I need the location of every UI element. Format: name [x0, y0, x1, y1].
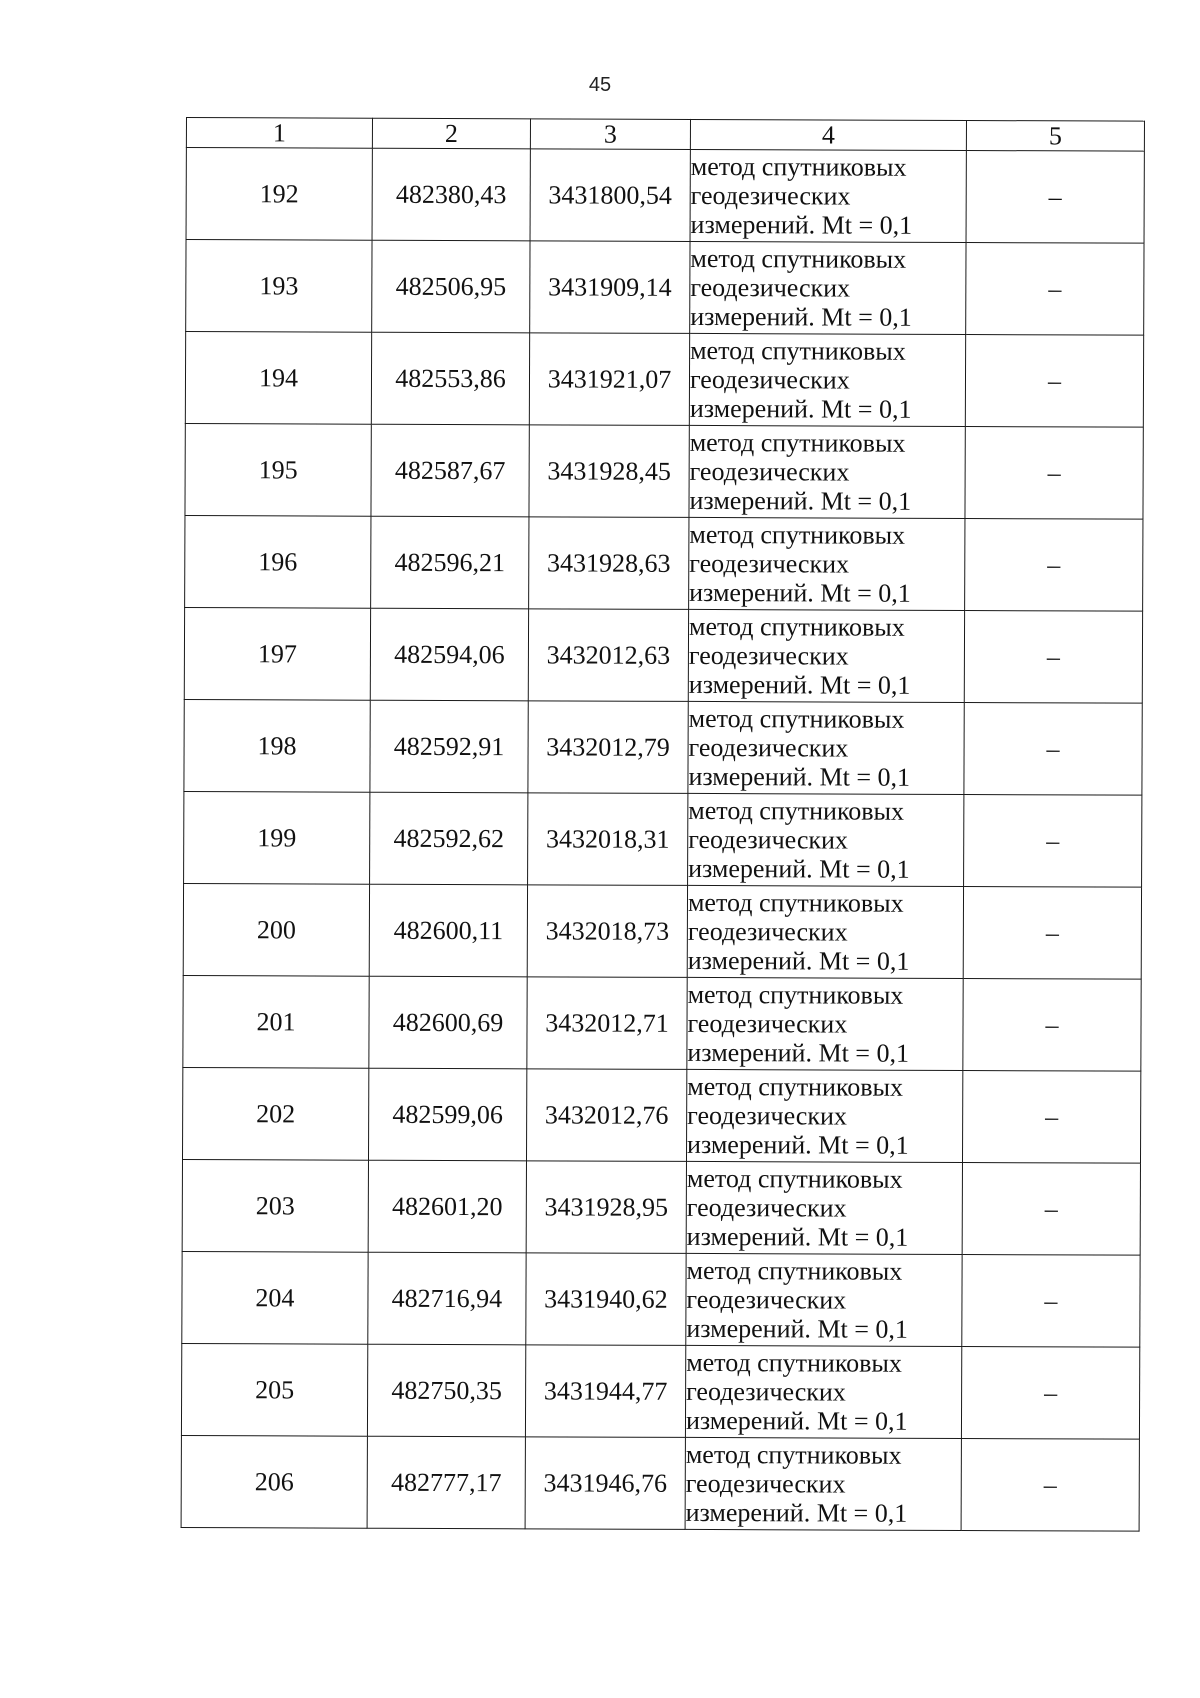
point-number-cell: 195 [185, 423, 371, 516]
point-number-cell: 205 [181, 1343, 367, 1436]
point-number-cell: 201 [183, 975, 369, 1068]
y-coordinate-cell: 3432012,76 [526, 1069, 686, 1162]
method-line: метод спутниковых [690, 243, 907, 274]
method-line: измерений. Mt = 0,1 [686, 1221, 909, 1252]
coordinates-table [181, 117, 1145, 1532]
method-cell [687, 885, 963, 978]
table-row [183, 883, 1141, 979]
header-col-1: 1 [186, 118, 372, 149]
point-number-cell: 203 [182, 1159, 368, 1252]
x-coordinate-cell: 482777,17 [367, 1436, 525, 1529]
method-line: геодезических [690, 272, 851, 303]
method-line: метод спутниковых [686, 1163, 903, 1194]
method-line: метод спутниковых [688, 795, 905, 826]
note-cell: – [965, 334, 1143, 427]
y-coordinate-cell: 3432018,31 [528, 793, 688, 886]
method-line: геодезических [687, 1100, 847, 1131]
method-cell [690, 149, 966, 242]
note-cell: – [961, 1346, 1139, 1439]
y-coordinate-cell: 3432018,73 [527, 885, 687, 978]
method-line: метод спутниковых [689, 427, 906, 458]
point-number-cell: 206 [181, 1435, 367, 1528]
point-number-cell: 204 [182, 1251, 368, 1344]
method-line: метод спутниковых [690, 151, 907, 182]
header-row [186, 118, 1144, 152]
table-row [185, 332, 1143, 428]
header-col-4: 4 [690, 119, 966, 150]
x-coordinate-cell: 482587,67 [371, 424, 529, 517]
note-cell: – [964, 610, 1142, 703]
point-number-cell: 193 [186, 240, 372, 333]
table-body [181, 148, 1144, 1532]
point-number-cell: 202 [182, 1067, 368, 1160]
table-row [185, 423, 1143, 519]
method-line: метод спутниковых [686, 1347, 902, 1378]
method-line: геодезических [685, 1468, 846, 1499]
table-row [184, 699, 1142, 795]
table-row [182, 1067, 1140, 1163]
method-line: метод спутниковых [688, 703, 905, 734]
table-row [183, 975, 1141, 1071]
method-line: метод спутниковых [687, 887, 904, 918]
method-cell [690, 241, 966, 334]
table-row [182, 1159, 1140, 1255]
note-cell: – [965, 426, 1143, 519]
method-line: геодезических [686, 1192, 847, 1223]
x-coordinate-cell: 482592,91 [370, 700, 528, 793]
y-coordinate-cell: 3431928,63 [529, 517, 689, 610]
method-line: геодезических [687, 916, 848, 947]
y-coordinate-cell: 3431946,76 [525, 1437, 685, 1530]
note-cell: – [964, 702, 1142, 795]
point-number-cell: 197 [184, 607, 370, 700]
method-line: измерений. Mt = 0,1 [690, 209, 913, 240]
note-cell: – [962, 1162, 1140, 1255]
note-cell: – [963, 886, 1141, 979]
y-coordinate-cell: 3432012,71 [527, 977, 687, 1070]
note-cell: – [964, 794, 1142, 887]
method-line: геодезических [689, 456, 850, 487]
y-coordinate-cell: 3431800,54 [530, 149, 690, 242]
method-line: геодезических [690, 180, 851, 211]
method-cell [686, 1253, 962, 1346]
method-cell [686, 1161, 962, 1254]
method-line: геодезических [688, 824, 849, 855]
point-number-cell: 198 [184, 699, 370, 792]
method-line: геодезических [689, 364, 850, 395]
method-cell [689, 333, 965, 426]
table-row [182, 1251, 1140, 1347]
method-line: метод спутниковых [685, 1439, 902, 1470]
method-line: измерений. Mt = 0,1 [688, 853, 910, 884]
method-line: геодезических [688, 732, 849, 763]
method-line: измерений. Mt = 0,1 [687, 945, 910, 976]
method-cell [685, 1437, 961, 1530]
note-cell: – [961, 1438, 1139, 1531]
method-line: геодезических [688, 640, 849, 671]
x-coordinate-cell: 482596,21 [371, 516, 529, 609]
method-line: метод спутниковых [687, 1071, 904, 1102]
header-col-2: 2 [372, 118, 530, 149]
header-col-3: 3 [530, 119, 690, 150]
x-coordinate-cell: 482592,62 [370, 792, 528, 885]
note-cell: – [966, 242, 1144, 335]
header-col-5: 5 [966, 120, 1144, 151]
note-cell: – [963, 978, 1141, 1071]
y-coordinate-cell: 3431921,07 [529, 333, 689, 426]
x-coordinate-cell: 482601,20 [368, 1160, 526, 1253]
point-number-cell: 200 [183, 883, 369, 976]
method-line: геодезических [687, 1008, 848, 1039]
note-cell: – [962, 1254, 1140, 1347]
method-cell [688, 609, 964, 702]
method-cell [685, 1345, 961, 1438]
method-line: геодезических [686, 1284, 847, 1315]
x-coordinate-cell: 482599,06 [368, 1068, 526, 1161]
y-coordinate-cell: 3432012,63 [528, 609, 688, 702]
x-coordinate-cell: 482380,43 [372, 148, 530, 241]
method-line: измерений. Mt = 0,1 [688, 761, 911, 792]
method-line: геодезических [686, 1376, 846, 1407]
method-cell [686, 1069, 962, 1162]
y-coordinate-cell: 3431909,14 [530, 241, 690, 334]
method-line: измерений. Mt = 0,1 [687, 1129, 909, 1160]
x-coordinate-cell: 482716,94 [368, 1252, 526, 1345]
table-row [184, 791, 1142, 887]
method-line: измерений. Mt = 0,1 [685, 1497, 908, 1528]
method-line: метод спутниковых [688, 611, 905, 642]
method-cell [689, 517, 965, 610]
method-line: геодезических [689, 548, 850, 579]
point-number-cell: 192 [186, 148, 372, 241]
page-number: 45 [588, 74, 612, 96]
x-coordinate-cell: 482600,11 [369, 884, 527, 977]
method-cell [688, 793, 964, 886]
table-row [184, 607, 1142, 703]
table-row [186, 240, 1144, 336]
x-coordinate-cell: 482600,69 [369, 976, 527, 1069]
method-line: измерений. Mt = 0,1 [689, 577, 911, 608]
y-coordinate-cell: 3431944,77 [525, 1345, 685, 1438]
method-line: измерений. Mt = 0,1 [685, 1405, 908, 1436]
method-line: измерений. Mt = 0,1 [689, 393, 912, 424]
method-line: измерений. Mt = 0,1 [687, 1037, 910, 1068]
method-cell [689, 425, 965, 518]
table-row [181, 1343, 1139, 1439]
method-line: метод спутниковых [687, 979, 904, 1010]
x-coordinate-cell: 482750,35 [367, 1344, 525, 1437]
table-row [185, 515, 1143, 611]
method-line: измерений. Mt = 0,1 [686, 1313, 909, 1344]
method-line: метод спутниковых [686, 1255, 903, 1286]
point-number-cell: 199 [184, 791, 370, 884]
method-line: измерений. Mt = 0,1 [689, 485, 912, 516]
y-coordinate-cell: 3431928,45 [529, 425, 689, 518]
x-coordinate-cell: 482594,06 [370, 608, 528, 701]
y-coordinate-cell: 3432012,79 [528, 701, 688, 794]
method-cell [687, 977, 963, 1070]
note-cell: – [966, 150, 1144, 243]
table-row [181, 1435, 1139, 1531]
table-row [186, 148, 1144, 244]
x-coordinate-cell: 482506,95 [372, 240, 530, 333]
method-cell [688, 701, 964, 794]
method-line: метод спутниковых [689, 519, 906, 550]
point-number-cell: 194 [185, 332, 371, 425]
y-coordinate-cell: 3431940,62 [526, 1253, 686, 1346]
point-number-cell: 196 [185, 515, 371, 608]
method-line: измерений. Mt = 0,1 [690, 301, 912, 332]
note-cell: – [962, 1070, 1140, 1163]
x-coordinate-cell: 482553,86 [371, 332, 529, 425]
y-coordinate-cell: 3431928,95 [526, 1161, 686, 1254]
method-line: метод спутниковых [690, 335, 906, 366]
method-line: измерений. Mt = 0,1 [688, 669, 911, 700]
note-cell: – [965, 518, 1143, 611]
